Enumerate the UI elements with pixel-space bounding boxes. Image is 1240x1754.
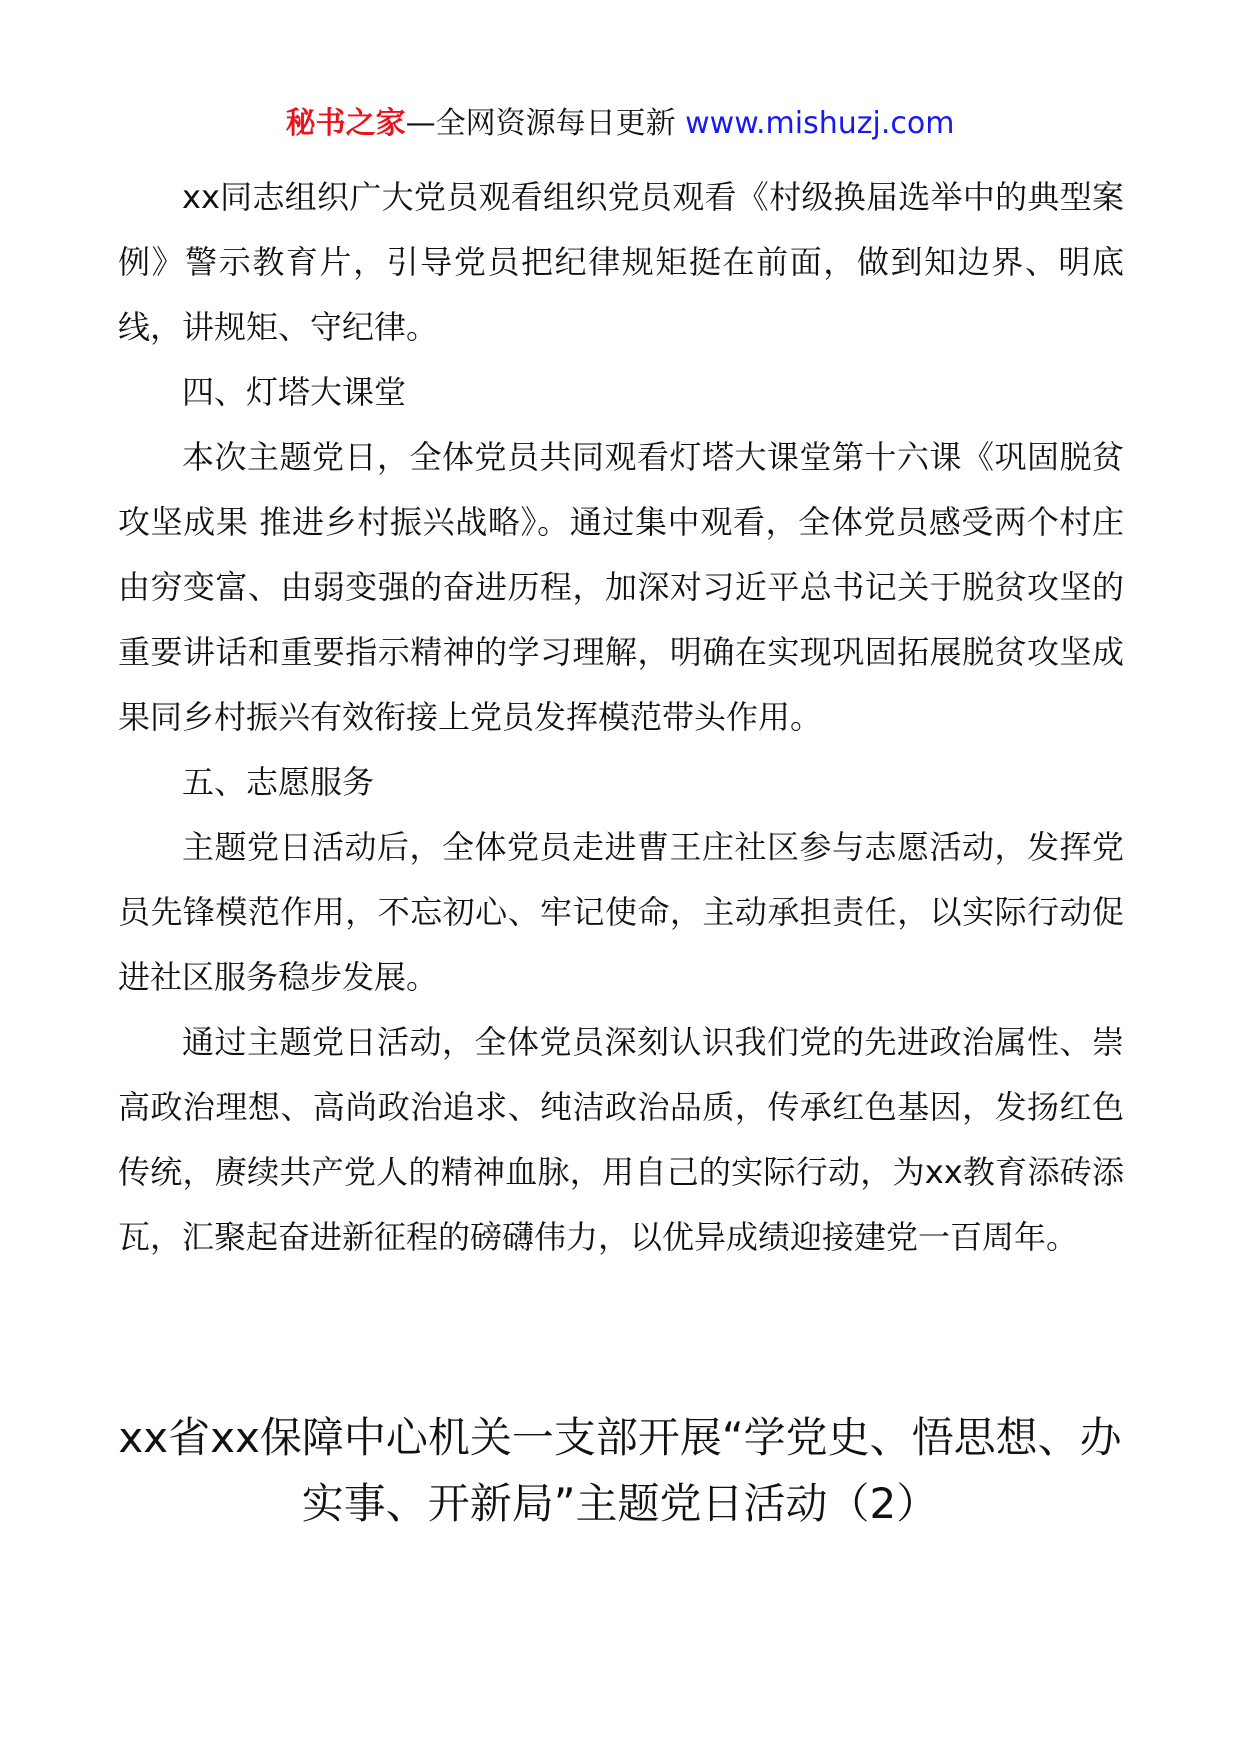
page-header <box>0 104 1240 144</box>
header-website-link[interactable]: www.mishuzj.com <box>685 106 955 141</box>
paragraph-conclusion: 通过主题党日活动，全体党员深刻认识我们党的先进政治属性、崇高政治理想、高尚政治追求、纯洁政治品质，传承红色基因，发扬红色传统，赓续共产党人的精神血脉，用自己的实际行动，为xx教育添砖添瓦，汇聚起奋进新征程的磅礴伟力，以优异成绩迎接建党一百周年。 <box>118 1023 1124 1256</box>
next-article-title: xx省xx保障中心机关一支部开展“学党史、悟思想、办实事、开新局”主题党日活动（2） <box>118 1413 1122 1528</box>
paragraph-lighthouse-class: 本次主题党日，全体党员共同观看灯塔大课堂第十六课《巩固脱贫攻坚成果 推进乡村振兴战略》。通过集中观看，全体党员感受两个村庄由穷变富、由弱变强的奋进历程，加深对习近平总书记关于脱贫攻坚的重要讲话和重要指示精神的学习理解，明确在实现巩固拓展脱贫攻坚成果同乡村振兴有效衔接上党员发挥模范带头作用。 <box>118 438 1124 736</box>
section-heading-volunteer-service: 五、志愿服务 <box>182 763 375 801</box>
section-heading-lighthouse-class: 四、灯塔大课堂 <box>182 373 407 411</box>
header-slogan: —全网资源每日更新 <box>405 106 676 141</box>
header-brand: 秘书之家 <box>285 106 406 141</box>
paragraph-warning-education: xx同志组织广大党员观看组织党员观看《村级换届选举中的典型案例》警示教育片，引导党员把纪律规矩挺在前面，做到知边界、明底线，讲规矩、守纪律。 <box>118 178 1124 346</box>
document-body <box>118 165 1124 1270</box>
paragraph-volunteer-service: 主题党日活动后，全体党员走进曹王庄社区参与志愿活动，发挥党员先锋模范作用，不忘初心、牢记使命，主动承担责任，以实际行动促进社区服务稳步发展。 <box>118 828 1124 996</box>
